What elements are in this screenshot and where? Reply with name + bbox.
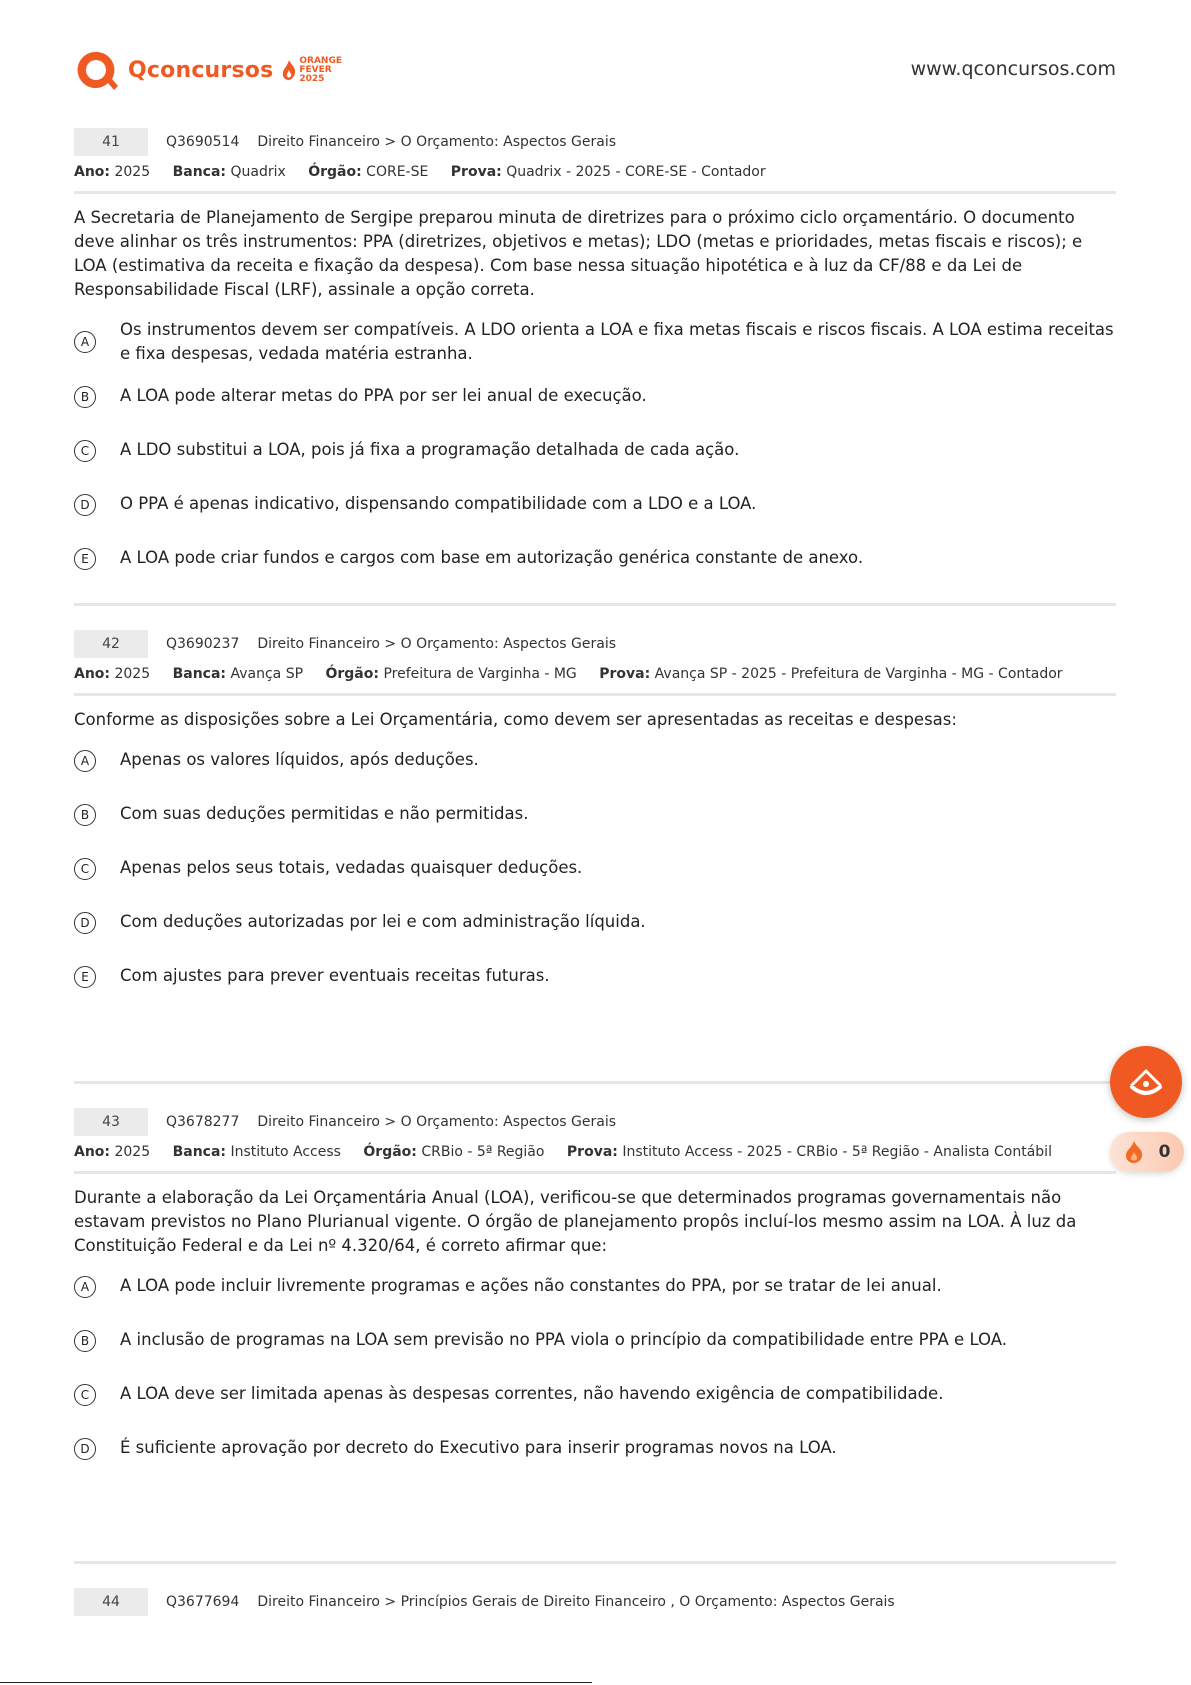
- option-letter[interactable]: E: [74, 966, 96, 988]
- meta-label-orgao: Órgão:: [325, 666, 379, 682]
- option-letter[interactable]: A: [74, 1276, 96, 1298]
- question-number: 41: [74, 128, 148, 156]
- meta-orgao: Prefeitura de Varginha - MG: [383, 666, 577, 682]
- meta-label-banca: Banca:: [172, 666, 227, 682]
- option-b[interactable]: [74, 1328, 1116, 1382]
- option-text: Com suas deduções permitidas e não permitidas.: [120, 804, 529, 823]
- question-card: [74, 128, 1116, 603]
- option-text: A inclusão de programas na LOA sem previsão no PPA viola o princípio da compatibilidade entre PPA e LOA.: [120, 1330, 1007, 1349]
- option-letter[interactable]: C: [74, 858, 96, 880]
- option-text: Apenas pelos seus totais, vedadas quaisquer deduções.: [120, 858, 583, 877]
- badge-line-year: 2025: [299, 73, 325, 84]
- option-a[interactable]: [74, 1274, 1116, 1328]
- page-header: [0, 0, 1191, 110]
- question-divider: [74, 1561, 1116, 1564]
- divider: [74, 693, 1116, 696]
- question-subject: Direito Financeiro > O Orçamento: Aspectos Gerais: [257, 1114, 617, 1130]
- option-d[interactable]: [74, 492, 1116, 546]
- brand-logo[interactable]: [74, 48, 342, 92]
- option-a[interactable]: [74, 318, 1116, 384]
- question-code[interactable]: Q3678277: [166, 1114, 240, 1130]
- option-text: É suficiente aprovação por decreto do Executivo para inserir programas novos na LOA.: [120, 1438, 837, 1457]
- option-text: A LOA pode alterar metas do PPA por ser lei anual de execução.: [120, 386, 647, 405]
- meta-prova: Instituto Access - 2025 - CRBio - 5ª Região - Analista Contábil: [622, 1144, 1052, 1160]
- option-text: Os instrumentos devem ser compatíveis. A LDO orienta a LOA e fixa metas fiscais e riscos fiscais. A LOA estima receitas e fixa despesas, vedada matéria estranha.: [120, 320, 1114, 363]
- option-e[interactable]: [74, 546, 1116, 600]
- question-card: [74, 630, 1116, 1081]
- question-subject: Direito Financeiro > O Orçamento: Aspectos Gerais: [257, 134, 617, 150]
- question-number: 42: [74, 630, 148, 658]
- question-divider: [74, 1081, 1116, 1084]
- option-text: A LOA pode incluir livremente programas e ações não constantes do PPA, por se tratar de lei anual.: [120, 1276, 942, 1295]
- badge-line-orange: ORANGE: [299, 55, 343, 66]
- meta-label-banca: Banca:: [172, 1144, 227, 1160]
- question-number: 44: [74, 1588, 148, 1616]
- meta-ano: 2025: [114, 666, 151, 682]
- question-subject: Direito Financeiro > O Orçamento: Aspectos Gerais: [257, 636, 617, 652]
- option-c[interactable]: [74, 856, 1116, 910]
- meta-label-banca: Banca:: [172, 164, 227, 180]
- meta-label-ano: Ano:: [74, 164, 111, 180]
- option-letter[interactable]: A: [74, 331, 96, 353]
- question-code[interactable]: Q3677694: [166, 1594, 240, 1610]
- qconcursos-logo-icon: [74, 48, 118, 92]
- option-letter[interactable]: C: [74, 1384, 96, 1406]
- flame-icon: [281, 59, 297, 81]
- option-d[interactable]: [74, 910, 1116, 964]
- option-c[interactable]: [74, 1382, 1116, 1436]
- question-meta: [74, 156, 1116, 189]
- question-code[interactable]: Q3690237: [166, 636, 240, 652]
- option-letter[interactable]: E: [74, 548, 96, 570]
- question-code[interactable]: Q3690514: [166, 134, 240, 150]
- option-letter[interactable]: D: [74, 1438, 96, 1460]
- question-statement: A Secretaria de Planejamento de Sergipe preparou minuta de diretrizes para o próximo ciclo orçamentário. O documento deve alinhar os três instrumentos: PPA (diretrizes, objetivos e metas); LDO (metas e prioridades, metas fiscais e riscos); e LOA (estimativa da receita e fixação da despesa). Com base nessa situação hipotética e à luz da CF/88 e da Lei de Responsabilidade Fiscal (LRF), assinale a opção correta.: [74, 208, 1083, 299]
- question-card: [74, 1108, 1116, 1561]
- meta-orgao: CRBio - 5ª Região: [421, 1144, 545, 1160]
- option-b[interactable]: [74, 384, 1116, 438]
- option-letter[interactable]: B: [74, 386, 96, 408]
- help-fab-button[interactable]: [1110, 1046, 1182, 1118]
- question-statement: Conforme as disposições sobre a Lei Orçamentária, como devem ser apresentadas as receitas e despesas:: [74, 710, 957, 729]
- question-number: 43: [74, 1108, 148, 1136]
- option-text: Com deduções autorizadas por lei e com administração líquida.: [120, 912, 646, 931]
- option-text: Apenas os valores líquidos, após deduções.: [120, 750, 479, 769]
- option-letter[interactable]: B: [74, 1330, 96, 1352]
- streak-count: 0: [1158, 1142, 1171, 1162]
- meta-label-ano: Ano:: [74, 666, 111, 682]
- meta-prova: Quadrix - 2025 - CORE-SE - Contador: [506, 164, 766, 180]
- divider: [74, 191, 1116, 194]
- question-divider: [74, 603, 1116, 606]
- brand-name: Qconcursos: [128, 57, 274, 83]
- question-meta: [74, 658, 1116, 691]
- option-a[interactable]: [74, 748, 1116, 802]
- option-letter[interactable]: B: [74, 804, 96, 826]
- meta-prova: Avança SP - 2025 - Prefeitura de Varginha - MG - Contador: [654, 666, 1063, 682]
- streak-counter[interactable]: [1110, 1132, 1184, 1172]
- badge-line-fever: FEVER: [299, 64, 332, 75]
- option-text: O PPA é apenas indicativo, dispensando compatibilidade com a LDO e a LOA.: [120, 494, 757, 513]
- question-card: [74, 1588, 1116, 1616]
- option-text: A LOA deve ser limitada apenas às despesas correntes, não havendo exigência de compatibilidade.: [120, 1384, 944, 1403]
- option-letter[interactable]: A: [74, 750, 96, 772]
- meta-label-orgao: Órgão:: [308, 164, 362, 180]
- meta-banca: Instituto Access: [230, 1144, 341, 1160]
- questions-list: [74, 128, 1116, 1616]
- meta-label-prova: Prova:: [599, 666, 651, 682]
- meta-orgao: CORE-SE: [366, 164, 429, 180]
- option-letter[interactable]: D: [74, 912, 96, 934]
- option-c[interactable]: [74, 438, 1116, 492]
- meta-banca: Quadrix: [230, 164, 286, 180]
- divider: [74, 1171, 1116, 1174]
- assistant-icon: [1126, 1065, 1166, 1099]
- orange-fever-badge: [281, 57, 342, 84]
- meta-label-orgao: Órgão:: [363, 1144, 417, 1160]
- meta-label-prova: Prova:: [450, 164, 502, 180]
- option-b[interactable]: [74, 802, 1116, 856]
- meta-ano: 2025: [114, 164, 151, 180]
- question-meta: [74, 1136, 1116, 1169]
- question-subject: Direito Financeiro > Princípios Gerais de Direito Financeiro , O Orçamento: Aspectos Gerais: [257, 1594, 895, 1610]
- meta-ano: 2025: [114, 1144, 151, 1160]
- meta-banca: Avança SP: [230, 666, 304, 682]
- option-letter[interactable]: D: [74, 494, 96, 516]
- option-text: A LDO substitui a LOA, pois já fixa a programação detalhada de cada ação.: [120, 440, 740, 459]
- meta-label-ano: Ano:: [74, 1144, 111, 1160]
- flame-icon: [1124, 1140, 1144, 1164]
- question-statement: Durante a elaboração da Lei Orçamentária Anual (LOA), verificou-se que determinados programas governamentais não estavam previstos no Plano Plurianual vigente. O órgão de planejamento propôs incluí-los mesmo assim na LOA. À luz da Constituição Federal e da Lei nº 4.320/64, é correto afirmar que:: [74, 1188, 1077, 1255]
- option-text: Com ajustes para prever eventuais receitas futuras.: [120, 966, 550, 985]
- option-text: A LOA pode criar fundos e cargos com base em autorização genérica constante de anexo.: [120, 548, 864, 567]
- option-e[interactable]: [74, 964, 1116, 1018]
- option-letter[interactable]: C: [74, 440, 96, 462]
- site-url[interactable]: www.qconcursos.com: [910, 58, 1116, 80]
- meta-label-prova: Prova:: [566, 1144, 618, 1160]
- option-d[interactable]: [74, 1436, 1116, 1490]
- page-bottom-rule: [0, 1682, 592, 1683]
